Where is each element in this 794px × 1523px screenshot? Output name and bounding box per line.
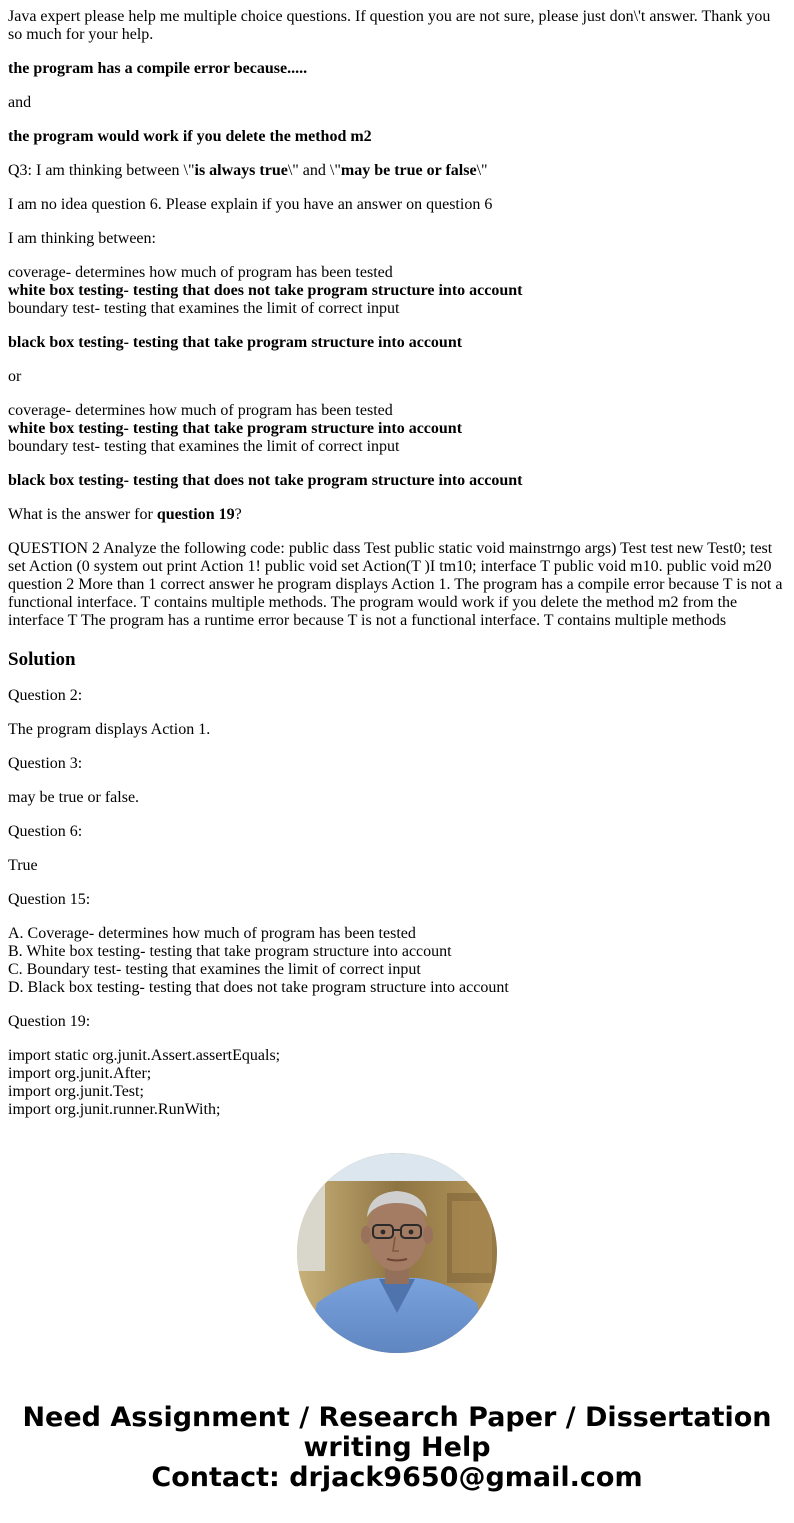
q15-answer-b: B. White box testing- testing that take program structure into account <box>8 943 452 960</box>
author-avatar <box>297 1153 497 1353</box>
solution-q15-label: Question 15: <box>8 891 91 908</box>
footer-line-1: Need Assignment / Research Paper / Dissertation <box>22 1402 772 1433</box>
author-portrait-image <box>297 1153 497 1353</box>
option1-group <box>8 264 786 318</box>
q19-bold: question 19 <box>156 506 235 523</box>
option2-black-box: black box testing- testing that does not take program structure into account <box>8 472 523 489</box>
q19-code-line-3: import org.junit.Test; <box>8 1083 144 1100</box>
option1-white-box: white box testing- testing that does not take program structure into account <box>8 282 523 299</box>
q19-code-line-2: import org.junit.After; <box>8 1065 152 1082</box>
q3-suffix: \" <box>476 162 488 179</box>
intro-text: Java expert please help me multiple choice questions. If question you are not sure, please just don\'t answer. Thank you so much for your help. <box>8 8 771 43</box>
q2-choice-a: the program has a compile error because..... <box>8 60 308 77</box>
q3-thinking <box>8 162 786 180</box>
q6-note: I am no idea question 6. Please explain if you have an answer on question 6 <box>8 196 493 213</box>
solution-q6-answer: True <box>8 857 38 874</box>
footer-contact[interactable]: Contact: drjack9650@gmail.com <box>151 1462 643 1493</box>
solution-q3-answer: may be true or false. <box>8 789 140 806</box>
solution-q2-answer: The program displays Action 1. <box>8 721 211 738</box>
option2-boundary: boundary test- testing that examines the limit of correct input <box>8 438 400 455</box>
solution-q15-answers <box>8 925 786 997</box>
q3-middle: \" and \" <box>287 162 341 179</box>
promo-footer <box>0 1403 794 1493</box>
solution-q6-label: Question 6: <box>8 823 83 840</box>
or-text: or <box>8 368 22 385</box>
option2-white-box: white box testing- testing that take program structure into account <box>8 420 463 437</box>
footer-line-2: writing Help <box>303 1432 491 1463</box>
q3-prefix: Q3: I am thinking between \" <box>8 162 195 179</box>
solution-q2-label: Question 2: <box>8 687 83 704</box>
option1-black-box: black box testing- testing that take program structure into account <box>8 334 463 351</box>
q19-suffix: ? <box>234 506 242 523</box>
q19-code-line-4: import org.junit.runner.RunWith; <box>8 1101 221 1118</box>
q19-code-line-1: import static org.junit.Assert.assertEquals; <box>8 1047 281 1064</box>
q2-choice-b: the program would work if you delete the method m2 <box>8 128 372 145</box>
option2-group <box>8 402 786 456</box>
q3-option-a: is always true <box>194 162 288 179</box>
q3-option-b: may be true or false <box>340 162 477 179</box>
ocr-question-text: QUESTION 2 Analyze the following code: public dass Test public static void mainstrngo args) Test test new Test0; test set Action (0 system out print Action 1! public void set Action(T )I tm10; interface T public void m10. public void m20 question 2 More than 1 correct answer he program displays Action 1. The program has a compile error because T is not a functional interface. T contains multiple methods. The program would work if you delete the method m2 from the interface T The program has a runtime error because T is not a functional interface. T contains multiple methods <box>8 540 783 629</box>
q15-answer-c: C. Boundary test- testing that examines the limit of correct input <box>8 961 421 978</box>
solution-q3-label: Question 3: <box>8 755 83 772</box>
solution-q19-label: Question 19: <box>8 1013 91 1030</box>
q19-question <box>8 506 786 524</box>
option1-coverage: coverage- determines how much of program has been tested <box>8 264 393 281</box>
solution-heading: Solution <box>8 649 76 670</box>
q15-answer-d: D. Black box testing- testing that does not take program structure into account <box>8 979 509 996</box>
q2-and: and <box>8 94 32 111</box>
article <box>8 8 786 1135</box>
solution-q19-code <box>8 1047 786 1119</box>
thinking-between: I am thinking between: <box>8 230 156 247</box>
q15-answer-a: A. Coverage- determines how much of program has been tested <box>8 925 416 942</box>
option1-boundary: boundary test- testing that examines the limit of correct input <box>8 300 400 317</box>
option2-coverage: coverage- determines how much of program has been tested <box>8 402 393 419</box>
q19-prefix: What is the answer for <box>8 506 157 523</box>
